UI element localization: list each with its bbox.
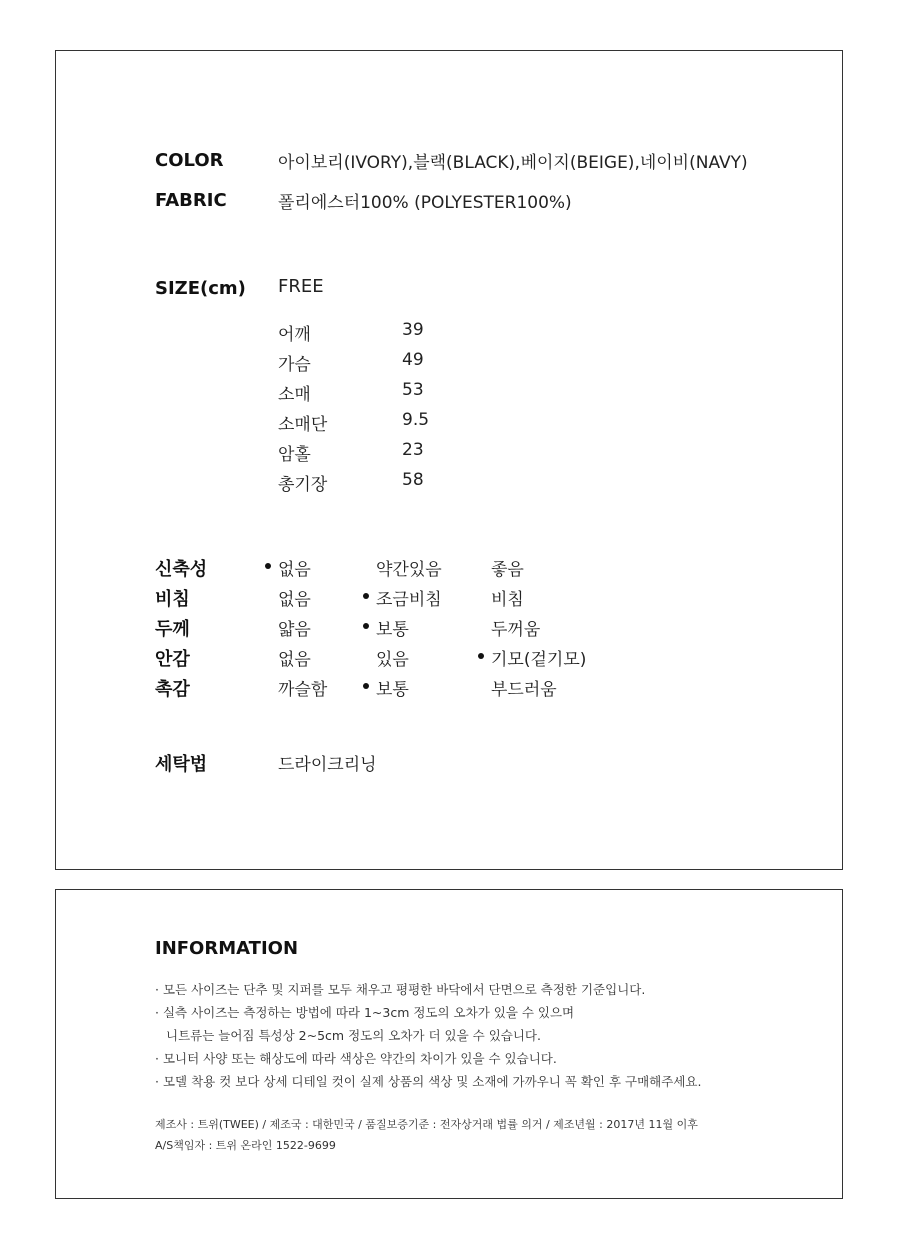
fabric-label: FABRIC [155, 190, 227, 211]
property-option: 비침 [491, 590, 524, 610]
selected-bullet-icon [363, 593, 369, 599]
measurement-value: 9.5 [402, 410, 430, 430]
information-title: INFORMATION [155, 938, 299, 959]
color-value: 아이보리(IVORY),블랙(BLACK),베이지(BEIGE),네이비(NAVY) [278, 153, 748, 173]
wash-label: 세탁법 [155, 754, 208, 775]
as-contact-info: A/S책임자 : 트위 온라인 1522-9699 [155, 1139, 336, 1152]
measurement-value: 53 [402, 380, 424, 400]
property-option: 기모(겉기모) [491, 650, 587, 670]
property-option: 없음 [278, 650, 311, 670]
measurement-value: 49 [402, 350, 424, 370]
color-label: COLOR [155, 150, 224, 171]
info-line: 니트류는 늘어짐 특성상 2~5cm 정도의 오차가 더 있을 수 있습니다. [166, 1028, 541, 1043]
property-option: 약간있음 [376, 560, 442, 580]
property-option: 까슬함 [278, 680, 328, 700]
size-value: FREE [278, 276, 324, 297]
property-option: 보통 [376, 620, 409, 640]
selected-bullet-icon [363, 623, 369, 629]
size-label: SIZE(cm) [155, 278, 246, 299]
property-option: 없음 [278, 560, 311, 580]
property-option: 없음 [278, 590, 311, 610]
measurement-value: 58 [402, 470, 424, 490]
measurement-name: 암홀 [278, 445, 311, 465]
property-option: 얇음 [278, 620, 311, 640]
measurement-value: 39 [402, 320, 424, 340]
property-option: 부드러움 [491, 680, 557, 700]
property-option: 두꺼움 [491, 620, 541, 640]
info-line: · 실측 사이즈는 측정하는 방법에 따라 1~3cm 정도의 오차가 있을 수 있으며 [155, 1005, 575, 1020]
property-label: 비침 [155, 589, 190, 610]
wash-value: 드라이크리닝 [278, 755, 377, 775]
info-line: · 모든 사이즈는 단추 및 지퍼를 모두 채우고 평평한 바닥에서 단면으로 측정한 기준입니다. [155, 982, 646, 997]
selected-bullet-icon [265, 563, 271, 569]
measurement-value: 23 [402, 440, 424, 460]
measurement-name: 총기장 [278, 475, 328, 495]
property-option: 좋음 [491, 560, 524, 580]
selected-bullet-icon [363, 683, 369, 689]
info-line: · 모니터 사양 또는 해상도에 따라 색상은 약간의 차이가 있을 수 있습니다. [155, 1051, 557, 1066]
manufacturer-info: 제조사 : 트위(TWEE) / 제조국 : 대한민국 / 품질보증기준 : 전자상거래 법률 의거 / 제조년월 : 2017년 11월 이후 [155, 1118, 698, 1131]
measurement-name: 소매 [278, 385, 311, 405]
measurement-name: 어깨 [278, 325, 311, 345]
property-option: 보통 [376, 680, 409, 700]
selected-bullet-icon [478, 653, 484, 659]
fabric-value: 폴리에스터100% (POLYESTER100%) [278, 193, 572, 213]
property-label: 두께 [155, 619, 190, 640]
property-label: 안감 [155, 649, 190, 670]
info-line: · 모델 착용 컷 보다 상세 디테일 컷이 실제 상품의 색상 및 소재에 가까우니 꼭 확인 후 구매해주세요. [155, 1074, 702, 1089]
product-spec-panel [55, 50, 843, 870]
property-option: 있음 [376, 650, 409, 670]
property-label: 촉감 [155, 679, 190, 700]
measurement-name: 가슴 [278, 355, 311, 375]
property-label: 신축성 [155, 559, 208, 580]
property-option: 조금비침 [376, 590, 442, 610]
measurement-name: 소매단 [278, 415, 328, 435]
